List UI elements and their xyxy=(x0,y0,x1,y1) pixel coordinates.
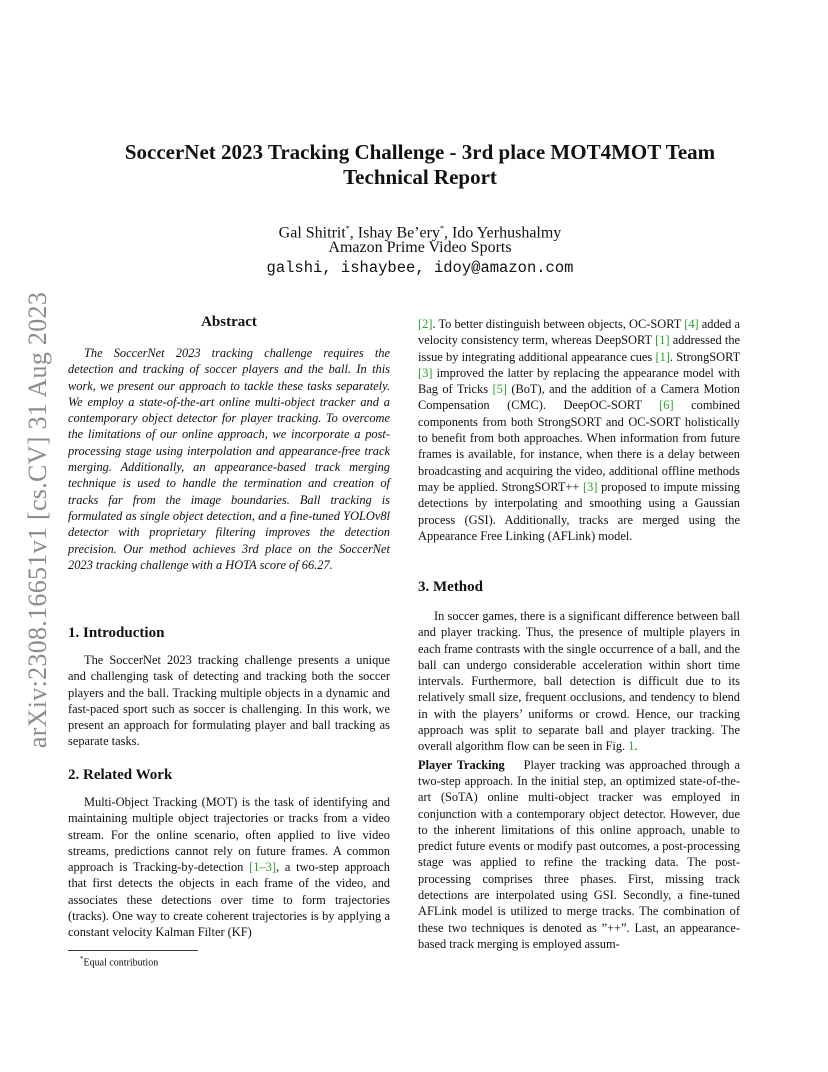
player-tracking-heading: Player Tracking xyxy=(418,757,505,772)
left-column xyxy=(68,313,390,573)
method-heading: 3. Method xyxy=(418,579,483,595)
footnote-text: Equal contribution xyxy=(83,957,159,969)
citation-link[interactable]: [2] xyxy=(418,317,433,331)
method-text: In soccer games, there is a significant difference between ball and player tracking. Thus, the presence of multiple players in each frame contrasts with the single occurrence of a ball, and the ball can undergo considerable acceleration within short time intervals. Furthermore, ball detection is difficult due to its relatively small size, frequent occlusions, and tendency to blend in with the players’ uniforms or crowd. Hence, our tracking approach was split to separate ball and player tracking. The overall algorithm flow can be seen in Fig. 1. xyxy=(418,609,740,754)
citation-link[interactable]: [1] xyxy=(655,333,670,348)
citation-link[interactable]: [1–3] xyxy=(249,860,276,875)
abstract-text: The SoccerNet 2023 tracking challenge requires the detection and tracking of soccer players and the ball. In this work, we present our approach to tackle these tasks separately. We employ a state-of-the-art online multi-object tracker and a contemporary object detector for player tracking. To overcome the limitations of our online approach, we incorporate a post-processing stage using interpolation and appearance-free track merging. Additionally, an appearance-based track merging technique is used to handle the termination and creation of tracks far from the image boundaries. Ball tracking is formulated as single object detection, and a fine-tuned YOLOv8l detector with proprietary filtering improves the detection precision. Our method achieves 3rd place on the SoccerNet 2023 tracking challenge with a HOTA score of 66.27. xyxy=(68,346,390,572)
related-work-text-part2: [2]. To better distinguish between objects, OC-SORT [4] added a velocity consistency term, whereas DeepSORT [1] addressed the issue by integrating additional appearance cues [1]. StrongSORT [3] improved the latter by replacing the appearance model with Bag of Tricks [5] (BoT), and the addition of a Camera Motion Compensation (CMC). DeepOC-SORT [6] combined components from both StrongSORT and OC-SORT holistically to benefit from both approaches. When information from future frames is available, for instance, when there is a delay between broadcasting and acquiring the video, additional offline methods may be applied. StrongSORT++ [3] proposed to impute missing detections by interpolating and smoothing using a Gaussian process (GSI). Additionally, tracks are merged using the Appearance Free Linking (AFLink) model. xyxy=(418,317,741,543)
affiliation: Amazon Prime Video Sports xyxy=(328,239,512,256)
author-1: Gal Shitrit xyxy=(278,224,346,242)
paper-title: SoccerNet 2023 Tracking Challenge - 3rd place MOT4MOT Team Technical Report xyxy=(124,140,716,189)
abstract-heading: Abstract xyxy=(201,314,257,330)
related-work-text-part1: Multi-Object Tracking (MOT) is the task of identifying and maintaining multiple object trajectories or tracks from a video stream. For the online scenario, often applied to live video streams, predictions cannot rely on future frames. A common approach is Tracking-by-detection [1–3], a two-step approach that first detects the objects in each frame of the video, and associates these detections over time to form trajectories (tracks). One way to create coherent trajectories is by applying a constant velocity Kalman Filter (KF) xyxy=(68,795,390,940)
citation-link[interactable]: [4] xyxy=(684,317,699,331)
equal-contribution-mark: * xyxy=(345,224,350,233)
figure-link[interactable]: 1 xyxy=(628,739,635,754)
footnote-divider xyxy=(68,950,198,951)
author-2: Ishay Be’ery xyxy=(357,224,440,242)
introduction-text: The SoccerNet 2023 tracking challenge presents a unique and challenging task of detecting and tracking both the soccer players and the ball. Tracking multiple objects in a dynamic and fast-paced sport such as soccer is challenging. In this work, we present an approach for formulating player and ball tracking as separate tasks. xyxy=(68,653,390,749)
introduction-section xyxy=(68,624,390,750)
citation-link[interactable]: [3] xyxy=(418,365,433,380)
player-tracking-paragraph xyxy=(418,757,740,953)
related-work-section xyxy=(68,766,390,941)
arxiv-watermark xyxy=(18,280,58,760)
citation-link[interactable]: [6] xyxy=(659,398,674,413)
player-tracking-text: Player tracking was approached through a two-step approach. In the initial step, an optimized state-of-the-art (SoTA) online multi-object tracker was employed in conjunction with a contemporary object detector. However, due to the inherent limitations of this online approach, unable to predict future events or modify past outcomes, a post-processing stage was applied to refine the tracking data. The post-processing comprises three phases. First, missing track detections are interpolated using GSI. Secondly, a fine-tuned AFLink model is utilized to merge tracks. The combination of these two techniques is denoted as ”++”. Last, an appearance-based track merging is employed assum- xyxy=(418,757,740,951)
author-emails: galshi, ishaybee, idoy@amazon.com xyxy=(266,259,574,277)
citation-link[interactable]: [5] xyxy=(492,382,507,397)
author-list: Gal Shitrit*, Ishay Be’ery*, Ido Yerhushalmy xyxy=(278,224,562,242)
method-section xyxy=(418,578,740,952)
equal-contribution-mark: * xyxy=(439,224,444,233)
introduction-heading: 1. Introduction xyxy=(68,625,165,641)
related-work-continued xyxy=(418,316,740,544)
related-work-heading: 2. Related Work xyxy=(68,767,173,783)
footnote: *Equal contribution xyxy=(80,955,159,969)
arxiv-id: arXiv:2308.16651v1 [cs.CV] 31 Aug 2023 xyxy=(23,291,52,749)
citation-link[interactable]: [1] xyxy=(655,349,670,364)
author-3: Ido Yerhushalmy xyxy=(451,224,562,242)
citation-link[interactable]: [3] xyxy=(583,479,598,494)
